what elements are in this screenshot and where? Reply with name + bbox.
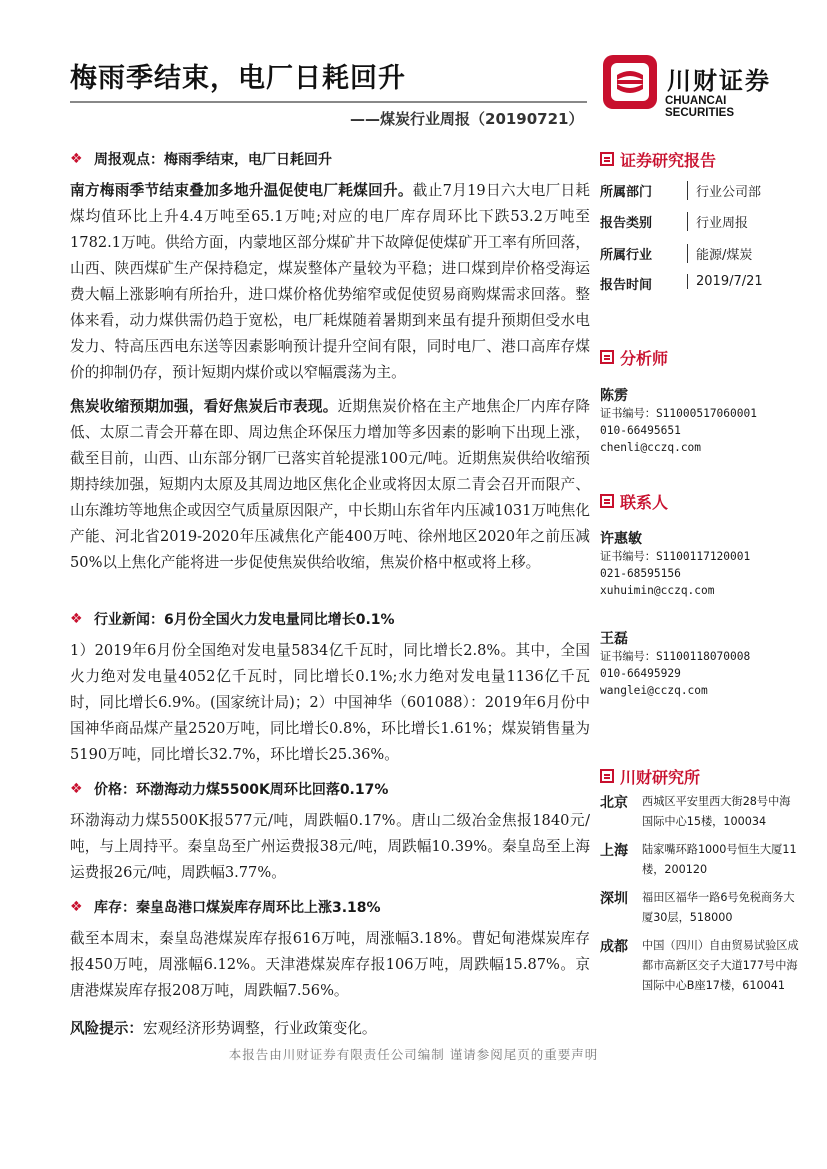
office-address: 中国（四川）自由贸易试验区成都市高新区交子大道177号中海国际中心B座17楼，610041 — [642, 939, 799, 992]
office-city: 北京 — [600, 795, 628, 811]
contact-card — [600, 528, 750, 599]
meta-value: 2019/7/21 — [687, 274, 763, 289]
contact-email[interactable]: xuhuimin@cczq.com — [600, 584, 715, 597]
title-divider — [70, 101, 587, 103]
meta-value: 行业公司部 — [687, 181, 761, 200]
sidebar-heading-text: 联系人 — [620, 492, 669, 512]
analyst-card — [600, 385, 757, 456]
diamond-bullet-icon: ❖ — [70, 611, 83, 627]
section-heading-text: 价格：环渤海动力煤5500K周环比回落0.17% — [94, 782, 389, 798]
meta-key: 报告时间 — [600, 278, 653, 293]
paragraph-inventory: 截至本周末，秦皇岛港煤炭库存报616万吨，周涨幅3.18%。曹妃甸港煤炭库存报450万吨，周涨幅6.12%。天津港煤炭库存报106万吨，周跌幅15.87%。京唐港煤炭库存报208万吨，周跌幅7.56%。 — [70, 930, 590, 999]
report-icon — [600, 152, 614, 166]
contact-card — [600, 628, 750, 699]
analyst-phone: 010-66495651 — [600, 424, 681, 437]
analyst-email[interactable]: chenli@cczq.com — [600, 441, 702, 454]
report-info-heading — [600, 148, 716, 170]
report-subtitle: ——煤炭行业周报（20190721） — [350, 110, 584, 128]
paragraph-body: 近期焦炭价格在主产地焦企厂内库存降低、太原二青会开幕在即、周边焦企环保压力增加等多因素的影响下出现上涨，截至目前，山西、山东部分钢厂已落实首轮提涨100元/吨。近期焦炭供给收缩预期持续加强，短期内太原及其周边地区焦化企业或将因太原二青会召开而限产、山东潍坊等地焦企或因空气质量原因限产，中长期山东省年内压减1031万吨焦化产能、河北省2019-2020年压减焦化产能400万吨、徐州地区2020年之前压减50%以上焦化产能将进一步促使焦炭供给收缩，焦炭价格中枢或将上移。 — [70, 398, 590, 571]
contact-icon — [600, 494, 614, 508]
section-inventory-heading — [70, 896, 381, 918]
paragraph-price: 环渤海动力煤5500K报577元/吨，周跌幅0.17%。唐山二级冶金焦报1840元/吨，与上周持平。秦皇岛至广州运费报38元/吨，周跌幅10.39%。秦皇岛至上海运费报26元/吨，周跌幅3.77%。 — [70, 812, 590, 881]
report-title: 梅雨季结束，电厂日耗回升 — [70, 63, 406, 94]
chuancai-logo-icon — [601, 53, 659, 111]
section-industry-news-heading — [70, 608, 395, 630]
institute-heading — [600, 765, 700, 787]
section-price-heading — [70, 778, 388, 800]
office-address: 福田区福华一路6号免税商务大厦30层，518000 — [642, 891, 795, 924]
meta-department — [600, 181, 800, 201]
logo-text-en: CHUANCAI SECURITIES — [665, 95, 735, 119]
diamond-bullet-icon: ❖ — [70, 899, 83, 915]
meta-report-date — [600, 274, 800, 294]
meta-industry — [600, 244, 800, 264]
paragraph-thermal-coal — [70, 178, 590, 386]
section-heading-text: 周报观点：梅雨季结束，电厂日耗回升 — [94, 152, 332, 168]
logo-text-cn: 川财证券 — [667, 67, 771, 95]
contact-heading — [600, 490, 668, 512]
office-address: 陆家嘴环路1000号恒生大厦11楼，200120 — [642, 843, 797, 876]
sidebar-heading-text: 分析师 — [620, 348, 669, 368]
contact-cert: 证书编号：S1100118070008 — [600, 650, 751, 663]
analyst-cert: 证书编号：S11000517060001 — [600, 407, 757, 420]
contact-name: 许惠敏 — [600, 531, 642, 547]
office-city: 成都 — [600, 939, 628, 955]
risk-text: 宏观经济形势调整，行业政策变化。 — [142, 1020, 377, 1037]
meta-value: 能源/煤炭 — [687, 244, 752, 263]
section-heading-text: 行业新闻：6月份全国火力发电量同比增长0.1% — [94, 612, 395, 628]
meta-key: 报告类别 — [600, 216, 653, 231]
office-city: 上海 — [600, 843, 628, 859]
diamond-bullet-icon: ❖ — [70, 151, 83, 167]
analyst-heading — [600, 346, 668, 368]
analyst-icon — [600, 350, 614, 364]
meta-value: 行业周报 — [687, 212, 748, 231]
analyst-name: 陈雳 — [600, 388, 628, 404]
contact-cert: 证书编号：S1100117120001 — [600, 550, 751, 563]
section-weekly-view-heading — [70, 148, 332, 170]
paragraph-news: 1）2019年6月份全国绝对发电量5834亿千瓦时，同比增长2.8%。其中，全国火力绝对发电量4052亿千瓦时，同比增长0.1%;水力绝对发电量1136亿千瓦时，同比增长6.9%。(国家统计局)；2）中国神华（601088）：2019年6月份中国神华商品煤产量2520万吨，同比增长0.8%，环比增长1.61%；煤炭销售量为5190万吨，同比增长32.7%，环比增长25.36%。 — [70, 642, 590, 763]
page-footer-disclaimer: 本报告由川财证券有限责任公司编制 谨请参阅尾页的重要声明 — [228, 1047, 599, 1062]
contact-email[interactable]: wanglei@cczq.com — [600, 684, 708, 697]
contact-phone: 021-68595156 — [600, 567, 681, 580]
meta-report-type — [600, 212, 800, 232]
risk-label: 风险提示： — [70, 1020, 143, 1037]
meta-key: 所属行业 — [600, 248, 653, 263]
diamond-bullet-icon: ❖ — [70, 781, 83, 797]
contact-name: 王磊 — [600, 631, 628, 647]
paragraph-lead: 焦炭收缩预期加强，看好焦炭后市表现。 — [70, 398, 338, 415]
paragraph-coke — [70, 394, 590, 576]
paragraph-body: 截止7月19日六大电厂日耗煤均值环比上升4.4万吨至65.1万吨;对应的电厂库存周环比下跌53.2万吨至1782.1万吨。供给方面，内蒙地区部分煤矿井下故障促使煤矿开工率有所回落，山西、陕西煤矿生产保持稳定，煤炭整体产量较为平稳；进口煤到岸价格受海运费大幅上涨影响有所抬升，进口煤价格优势缩窄或促使贸易商购煤需求回落。整体来看，动力煤供需仍趋于宽松，电厂耗煤随着暑期到来虽有提升预期但受水电发力、特高压西电东送等因素影响预计提升空间有限，同时电厂、港口高库存煤价的抑制仍存，预计短期内煤价或以窄幅震荡为主。 — [70, 182, 590, 381]
office-address: 西城区平安里西大街28号中海国际中心15楼，100034 — [642, 795, 791, 828]
section-heading-text: 库存：秦皇岛港口煤炭库存周环比上涨3.18% — [94, 900, 381, 916]
sidebar-heading-text: 川财研究所 — [620, 767, 701, 787]
contact-phone: 010-66495929 — [600, 667, 681, 680]
institute-icon — [600, 769, 614, 783]
company-logo — [597, 53, 797, 119]
paragraph-lead: 南方梅雨季节结束叠加多地升温促使电厂耗煤回升。 — [70, 182, 413, 199]
office-city: 深圳 — [600, 891, 628, 907]
meta-key: 所属部门 — [600, 185, 653, 200]
risk-warning — [70, 1016, 590, 1042]
sidebar-heading-text: 证券研究报告 — [620, 150, 717, 170]
